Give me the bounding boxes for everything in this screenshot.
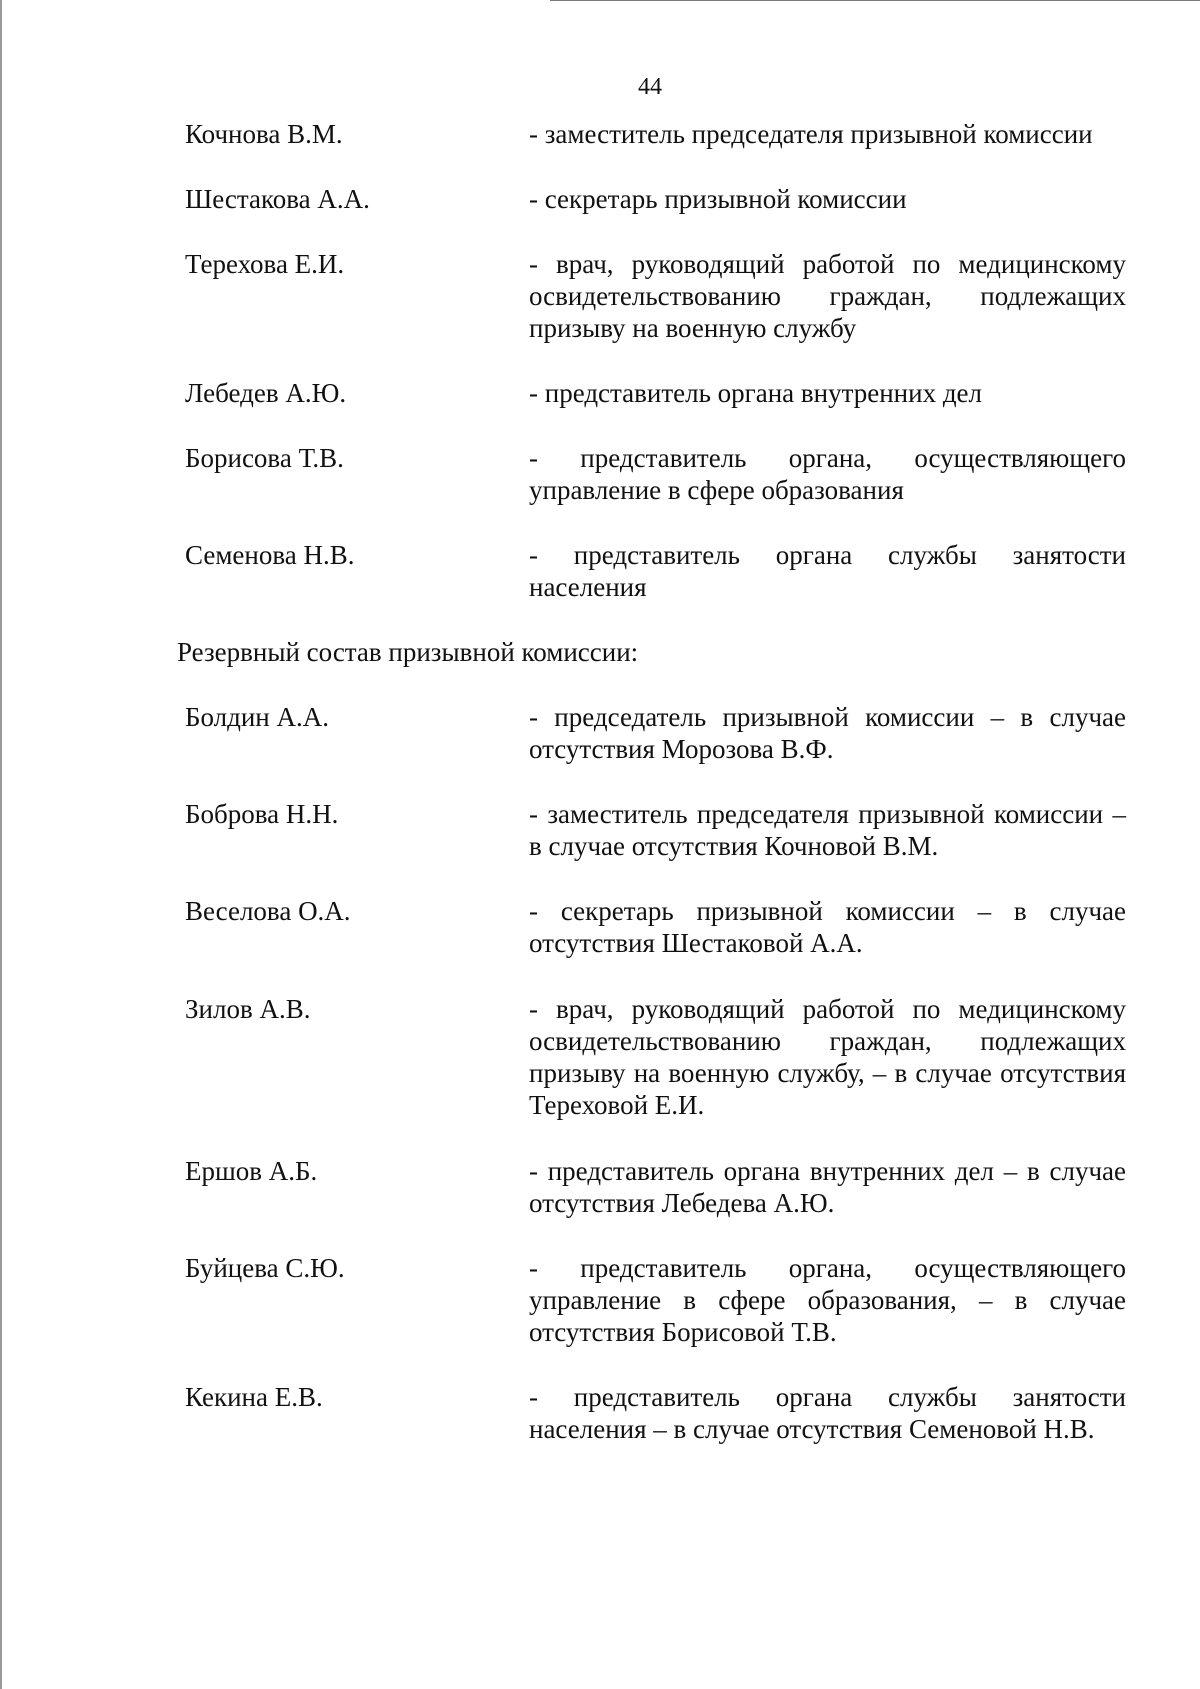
scan-edge-left [0, 0, 2, 1689]
member-role: - заместитель председателя призывной комиссии – в случае отсутствия Кочновой В.М. [529, 799, 1126, 861]
member-name: Кочнова В.М. [185, 119, 343, 149]
member-name: Зилов А.В. [185, 994, 311, 1024]
member-name: Шестакова А.А. [185, 184, 370, 214]
member-name: Болдин А.А. [185, 702, 330, 732]
member-role: - представитель органа службы занятости населения [529, 540, 1126, 602]
member-name: Кекина Е.В. [185, 1382, 323, 1412]
member-role: - представитель органа, осуществляющего управление в сфере образования, – в случае отсутствия Борисовой Т.В. [529, 1253, 1126, 1347]
member-role: - представитель органа службы занятости населения – в случае отсутствия Семеновой Н.В. [529, 1382, 1126, 1444]
member-name: Боброва Н.Н. [185, 799, 339, 829]
member-role: - врач, руководящий работой по медицинскому освидетельствованию граждан, подлежащих призыву на военную службу, – в случае отсутствия Тереховой Е.И. [529, 994, 1126, 1120]
member-role: - представитель органа внутренних дел – в случае отсутствия Лебедева А.Ю. [529, 1156, 1126, 1218]
member-name: Веселова О.А. [185, 896, 351, 926]
page-number: 44 [638, 74, 662, 100]
member-role: - председатель призывной комиссии – в случае отсутствия Морозова В.Ф. [529, 702, 1126, 764]
member-role: - врач, руководящий работой по медицинскому освидетельствованию граждан, подлежащих призыву на военную службу [529, 249, 1126, 343]
member-role: - секретарь призывной комиссии [529, 184, 907, 214]
member-name: Ершов А.Б. [185, 1156, 318, 1186]
member-role: - заместитель председателя призывной комиссии [529, 119, 1093, 149]
member-name: Буйцева С.Ю. [185, 1253, 345, 1283]
member-role: - секретарь призывной комиссии – в случае отсутствия Шестаковой А.А. [529, 896, 1126, 958]
scan-edge-top [550, 0, 1200, 1]
member-role: - представитель органа внутренних дел [529, 378, 983, 408]
member-name: Лебедев А.Ю. [185, 378, 347, 408]
reserve-heading: Резервный состав призывной комиссии: [177, 637, 639, 667]
member-role: - представитель органа, осуществляющего управление в сфере образования [529, 443, 1126, 505]
member-name: Терехова Е.И. [185, 249, 345, 279]
member-name: Борисова Т.В. [185, 443, 344, 473]
member-name: Семенова Н.В. [185, 540, 355, 570]
